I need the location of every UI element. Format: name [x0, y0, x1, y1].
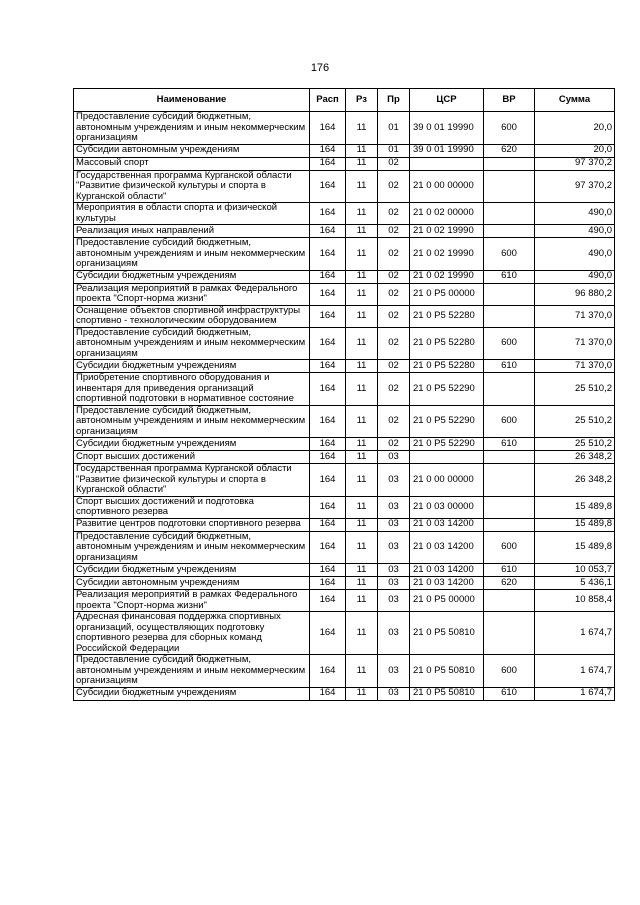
cell-rz: 11 — [346, 655, 378, 688]
cell-rz: 11 — [346, 327, 378, 360]
cell-rasp: 164 — [310, 451, 346, 464]
cell-rz: 11 — [346, 518, 378, 531]
cell-rasp: 164 — [310, 283, 346, 305]
cell-vr — [484, 612, 535, 655]
cell-pr: 02 — [378, 238, 410, 271]
cell-csr: 21 0 P5 52280 — [410, 327, 484, 360]
cell-csr: 21 0 03 14200 — [410, 531, 484, 564]
cell-sum: 25 510,2 — [535, 438, 615, 451]
cell-sum: 96 880,2 — [535, 283, 615, 305]
cell-name: Предоставление субсидий бюджетным, автономным учреждениям и иным некоммерческим организациям — [74, 327, 310, 360]
cell-rz: 11 — [346, 225, 378, 238]
table-row — [74, 112, 615, 145]
cell-name: Оснащение объектов спортивной инфраструктуры спортивно - технологическим оборудованием — [74, 305, 310, 327]
cell-name: Субсидии автономным учреждениям — [74, 577, 310, 590]
cell-csr: 21 0 P5 52290 — [410, 373, 484, 406]
cell-csr: 21 0 02 19990 — [410, 225, 484, 238]
cell-name: Государственная программа Курганской области "Развитие физической культуры и спорта в Курганской области" — [74, 170, 310, 203]
cell-name: Субсидии бюджетным учреждениям — [74, 360, 310, 373]
cell-sum: 20,0 — [535, 112, 615, 145]
cell-pr: 02 — [378, 157, 410, 170]
cell-pr: 03 — [378, 564, 410, 577]
cell-name: Реализация иных направлений — [74, 225, 310, 238]
cell-csr — [410, 157, 484, 170]
cell-name: Предоставление субсидий бюджетным, автономным учреждениям и иным некоммерческим организациям — [74, 655, 310, 688]
cell-vr: 610 — [484, 438, 535, 451]
cell-name: Предоставление субсидий бюджетным, автономным учреждениям и иным некоммерческим организациям — [74, 531, 310, 564]
cell-vr: 600 — [484, 112, 535, 145]
cell-rasp: 164 — [310, 531, 346, 564]
cell-rasp: 164 — [310, 496, 346, 518]
cell-csr: 39 0 01 19990 — [410, 112, 484, 145]
cell-vr — [484, 373, 535, 406]
cell-name: Приобретение спортивного оборудования и инвентаря для приведения организаций спортивной подготовки в нормативное состояние — [74, 373, 310, 406]
table-row — [74, 687, 615, 700]
cell-rz: 11 — [346, 283, 378, 305]
cell-rz: 11 — [346, 612, 378, 655]
cell-name: Предоставление субсидий бюджетным, автономным учреждениям и иным некоммерческим организациям — [74, 112, 310, 145]
cell-vr — [484, 305, 535, 327]
cell-name: Предоставление субсидий бюджетным, автономным учреждениям и иным некоммерческим организациям — [74, 238, 310, 271]
cell-vr — [484, 496, 535, 518]
cell-sum: 26 348,2 — [535, 451, 615, 464]
cell-rasp: 164 — [310, 564, 346, 577]
cell-name: Государственная программа Курганской области "Развитие физической культуры и спорта в Курганской области" — [74, 464, 310, 497]
cell-rasp: 164 — [310, 687, 346, 700]
table-row — [74, 170, 615, 203]
cell-vr — [484, 464, 535, 497]
cell-rz: 11 — [346, 496, 378, 518]
cell-sum: 71 370,0 — [535, 305, 615, 327]
page-number: 176 — [310, 62, 330, 74]
cell-csr: 21 0 03 14200 — [410, 518, 484, 531]
cell-sum: 1 674,7 — [535, 612, 615, 655]
cell-rz: 11 — [346, 531, 378, 564]
cell-pr: 02 — [378, 283, 410, 305]
cell-pr: 03 — [378, 531, 410, 564]
cell-vr: 610 — [484, 687, 535, 700]
cell-csr: 21 0 P5 52280 — [410, 360, 484, 373]
cell-pr: 03 — [378, 451, 410, 464]
cell-rasp: 164 — [310, 144, 346, 157]
cell-rz: 11 — [346, 238, 378, 271]
cell-sum: 15 489,8 — [535, 496, 615, 518]
table-row — [74, 327, 615, 360]
cell-vr: 600 — [484, 238, 535, 271]
cell-name: Развитие центров подготовки спортивного резерва — [74, 518, 310, 531]
cell-pr: 02 — [378, 405, 410, 438]
cell-rasp: 164 — [310, 360, 346, 373]
cell-rz: 11 — [346, 170, 378, 203]
cell-sum: 1 674,7 — [535, 655, 615, 688]
cell-name: Субсидии бюджетным учреждениям — [74, 270, 310, 283]
cell-rz: 11 — [346, 360, 378, 373]
cell-vr — [484, 451, 535, 464]
table-row — [74, 590, 615, 612]
cell-rasp: 164 — [310, 203, 346, 225]
cell-vr — [484, 225, 535, 238]
cell-name: Субсидии автономным учреждениям — [74, 144, 310, 157]
cell-name: Адресная финансовая поддержка спортивных организаций, осуществляющих подготовку спортивного резерва для сборных команд Российской Федерации — [74, 612, 310, 655]
cell-sum: 10 858,4 — [535, 590, 615, 612]
cell-pr: 03 — [378, 687, 410, 700]
cell-pr: 01 — [378, 112, 410, 145]
cell-csr: 21 0 P5 50810 — [410, 655, 484, 688]
cell-sum: 97 370,2 — [535, 157, 615, 170]
header-rasp: Расп — [310, 89, 346, 112]
cell-sum: 20,0 — [535, 144, 615, 157]
cell-rasp: 164 — [310, 655, 346, 688]
header-rz: Рз — [346, 89, 378, 112]
table-row — [74, 270, 615, 283]
cell-csr: 21 0 03 14200 — [410, 564, 484, 577]
cell-rz: 11 — [346, 305, 378, 327]
cell-rasp: 164 — [310, 612, 346, 655]
cell-sum: 71 370,0 — [535, 327, 615, 360]
cell-vr — [484, 170, 535, 203]
cell-vr — [484, 203, 535, 225]
table-row — [74, 283, 615, 305]
cell-sum: 97 370,2 — [535, 170, 615, 203]
cell-vr: 600 — [484, 405, 535, 438]
cell-pr: 03 — [378, 577, 410, 590]
table-row — [74, 496, 615, 518]
cell-rz: 11 — [346, 564, 378, 577]
header-sum: Сумма — [535, 89, 615, 112]
cell-name: Субсидии бюджетным учреждениям — [74, 687, 310, 700]
cell-name: Реализация мероприятий в рамках Федерального проекта "Спорт-норма жизни" — [74, 590, 310, 612]
cell-pr: 03 — [378, 518, 410, 531]
cell-name: Предоставление субсидий бюджетным, автономным учреждениям и иным некоммерческим организациям — [74, 405, 310, 438]
cell-rz: 11 — [346, 451, 378, 464]
cell-rasp: 164 — [310, 112, 346, 145]
cell-pr: 02 — [378, 270, 410, 283]
cell-vr: 610 — [484, 270, 535, 283]
cell-rasp: 164 — [310, 464, 346, 497]
header-name: Наименование — [74, 89, 310, 112]
cell-rz: 11 — [346, 687, 378, 700]
cell-sum: 25 510,2 — [535, 373, 615, 406]
cell-rz: 11 — [346, 373, 378, 406]
cell-rasp: 164 — [310, 305, 346, 327]
cell-sum: 490,0 — [535, 225, 615, 238]
cell-name: Субсидии бюджетным учреждениям — [74, 564, 310, 577]
cell-sum: 1 674,7 — [535, 687, 615, 700]
cell-vr: 600 — [484, 531, 535, 564]
cell-pr: 02 — [378, 327, 410, 360]
cell-sum: 71 370,0 — [535, 360, 615, 373]
cell-sum: 10 053,7 — [535, 564, 615, 577]
cell-name: Спорт высших достижений — [74, 451, 310, 464]
cell-rasp: 164 — [310, 225, 346, 238]
cell-rasp: 164 — [310, 438, 346, 451]
cell-sum: 25 510,2 — [535, 405, 615, 438]
cell-pr: 03 — [378, 590, 410, 612]
cell-rz: 11 — [346, 590, 378, 612]
table-row — [74, 518, 615, 531]
cell-pr: 02 — [378, 170, 410, 203]
cell-csr: 21 0 P5 50810 — [410, 612, 484, 655]
cell-name: Спорт высших достижений и подготовка спортивного резерва — [74, 496, 310, 518]
cell-rz: 11 — [346, 405, 378, 438]
cell-sum: 15 489,8 — [535, 518, 615, 531]
cell-rz: 11 — [346, 464, 378, 497]
cell-vr — [484, 518, 535, 531]
cell-vr: 600 — [484, 327, 535, 360]
table-row — [74, 405, 615, 438]
cell-vr: 620 — [484, 577, 535, 590]
cell-vr — [484, 283, 535, 305]
table-row — [74, 157, 615, 170]
table-row — [74, 612, 615, 655]
cell-vr — [484, 590, 535, 612]
cell-pr: 02 — [378, 305, 410, 327]
table-row — [74, 438, 615, 451]
table-row — [74, 531, 615, 564]
cell-rz: 11 — [346, 577, 378, 590]
table-row — [74, 305, 615, 327]
cell-rasp: 164 — [310, 238, 346, 271]
table-header-row — [74, 89, 615, 112]
table-row — [74, 225, 615, 238]
cell-csr: 21 0 00 00000 — [410, 464, 484, 497]
header-pr: Пр — [378, 89, 410, 112]
budget-table — [73, 88, 615, 701]
table-row — [74, 655, 615, 688]
cell-rz: 11 — [346, 203, 378, 225]
cell-sum: 5 436,1 — [535, 577, 615, 590]
cell-sum: 490,0 — [535, 270, 615, 283]
cell-csr: 21 0 03 14200 — [410, 577, 484, 590]
table-row — [74, 238, 615, 271]
table-row — [74, 464, 615, 497]
cell-rasp: 164 — [310, 518, 346, 531]
cell-pr: 02 — [378, 373, 410, 406]
cell-rz: 11 — [346, 112, 378, 145]
cell-name: Мероприятия в области спорта и физической культуры — [74, 203, 310, 225]
cell-rz: 11 — [346, 270, 378, 283]
cell-pr: 03 — [378, 496, 410, 518]
header-vr: ВР — [484, 89, 535, 112]
cell-rasp: 164 — [310, 590, 346, 612]
table-row — [74, 203, 615, 225]
cell-rz: 11 — [346, 157, 378, 170]
cell-rasp: 164 — [310, 577, 346, 590]
cell-pr: 02 — [378, 438, 410, 451]
cell-pr: 02 — [378, 203, 410, 225]
table-row — [74, 577, 615, 590]
cell-vr: 620 — [484, 144, 535, 157]
cell-pr: 03 — [378, 464, 410, 497]
cell-csr: 21 0 P5 52290 — [410, 438, 484, 451]
cell-vr — [484, 157, 535, 170]
cell-name: Реализация мероприятий в рамках Федерального проекта "Спорт-норма жизни" — [74, 283, 310, 305]
cell-name: Субсидии бюджетным учреждениям — [74, 438, 310, 451]
cell-vr: 600 — [484, 655, 535, 688]
cell-rasp: 164 — [310, 170, 346, 203]
cell-csr: 21 0 P5 50810 — [410, 687, 484, 700]
cell-pr: 03 — [378, 655, 410, 688]
cell-csr — [410, 451, 484, 464]
cell-rasp: 164 — [310, 270, 346, 283]
cell-sum: 26 348,2 — [535, 464, 615, 497]
cell-csr: 21 0 02 00000 — [410, 203, 484, 225]
cell-pr: 02 — [378, 225, 410, 238]
cell-rasp: 164 — [310, 405, 346, 438]
cell-csr: 21 0 02 19990 — [410, 238, 484, 271]
cell-csr: 21 0 P5 00000 — [410, 283, 484, 305]
cell-sum: 15 489,8 — [535, 531, 615, 564]
table-body — [74, 112, 615, 701]
table-row — [74, 144, 615, 157]
cell-sum: 490,0 — [535, 203, 615, 225]
cell-csr: 21 0 P5 00000 — [410, 590, 484, 612]
cell-csr: 21 0 03 00000 — [410, 496, 484, 518]
cell-csr: 39 0 01 19990 — [410, 144, 484, 157]
cell-csr: 21 0 02 19990 — [410, 270, 484, 283]
cell-csr: 21 0 P5 52280 — [410, 305, 484, 327]
table-row — [74, 451, 615, 464]
cell-rasp: 164 — [310, 373, 346, 406]
cell-rasp: 164 — [310, 327, 346, 360]
cell-pr: 01 — [378, 144, 410, 157]
cell-vr: 610 — [484, 360, 535, 373]
header-csr: ЦСР — [410, 89, 484, 112]
cell-csr: 21 0 P5 52290 — [410, 405, 484, 438]
cell-rz: 11 — [346, 438, 378, 451]
table-row — [74, 564, 615, 577]
cell-csr: 21 0 00 00000 — [410, 170, 484, 203]
cell-rz: 11 — [346, 144, 378, 157]
cell-rasp: 164 — [310, 157, 346, 170]
table-row — [74, 360, 615, 373]
cell-vr: 610 — [484, 564, 535, 577]
cell-pr: 02 — [378, 360, 410, 373]
cell-pr: 03 — [378, 612, 410, 655]
table-row — [74, 373, 615, 406]
cell-name: Массовый спорт — [74, 157, 310, 170]
cell-sum: 490,0 — [535, 238, 615, 271]
